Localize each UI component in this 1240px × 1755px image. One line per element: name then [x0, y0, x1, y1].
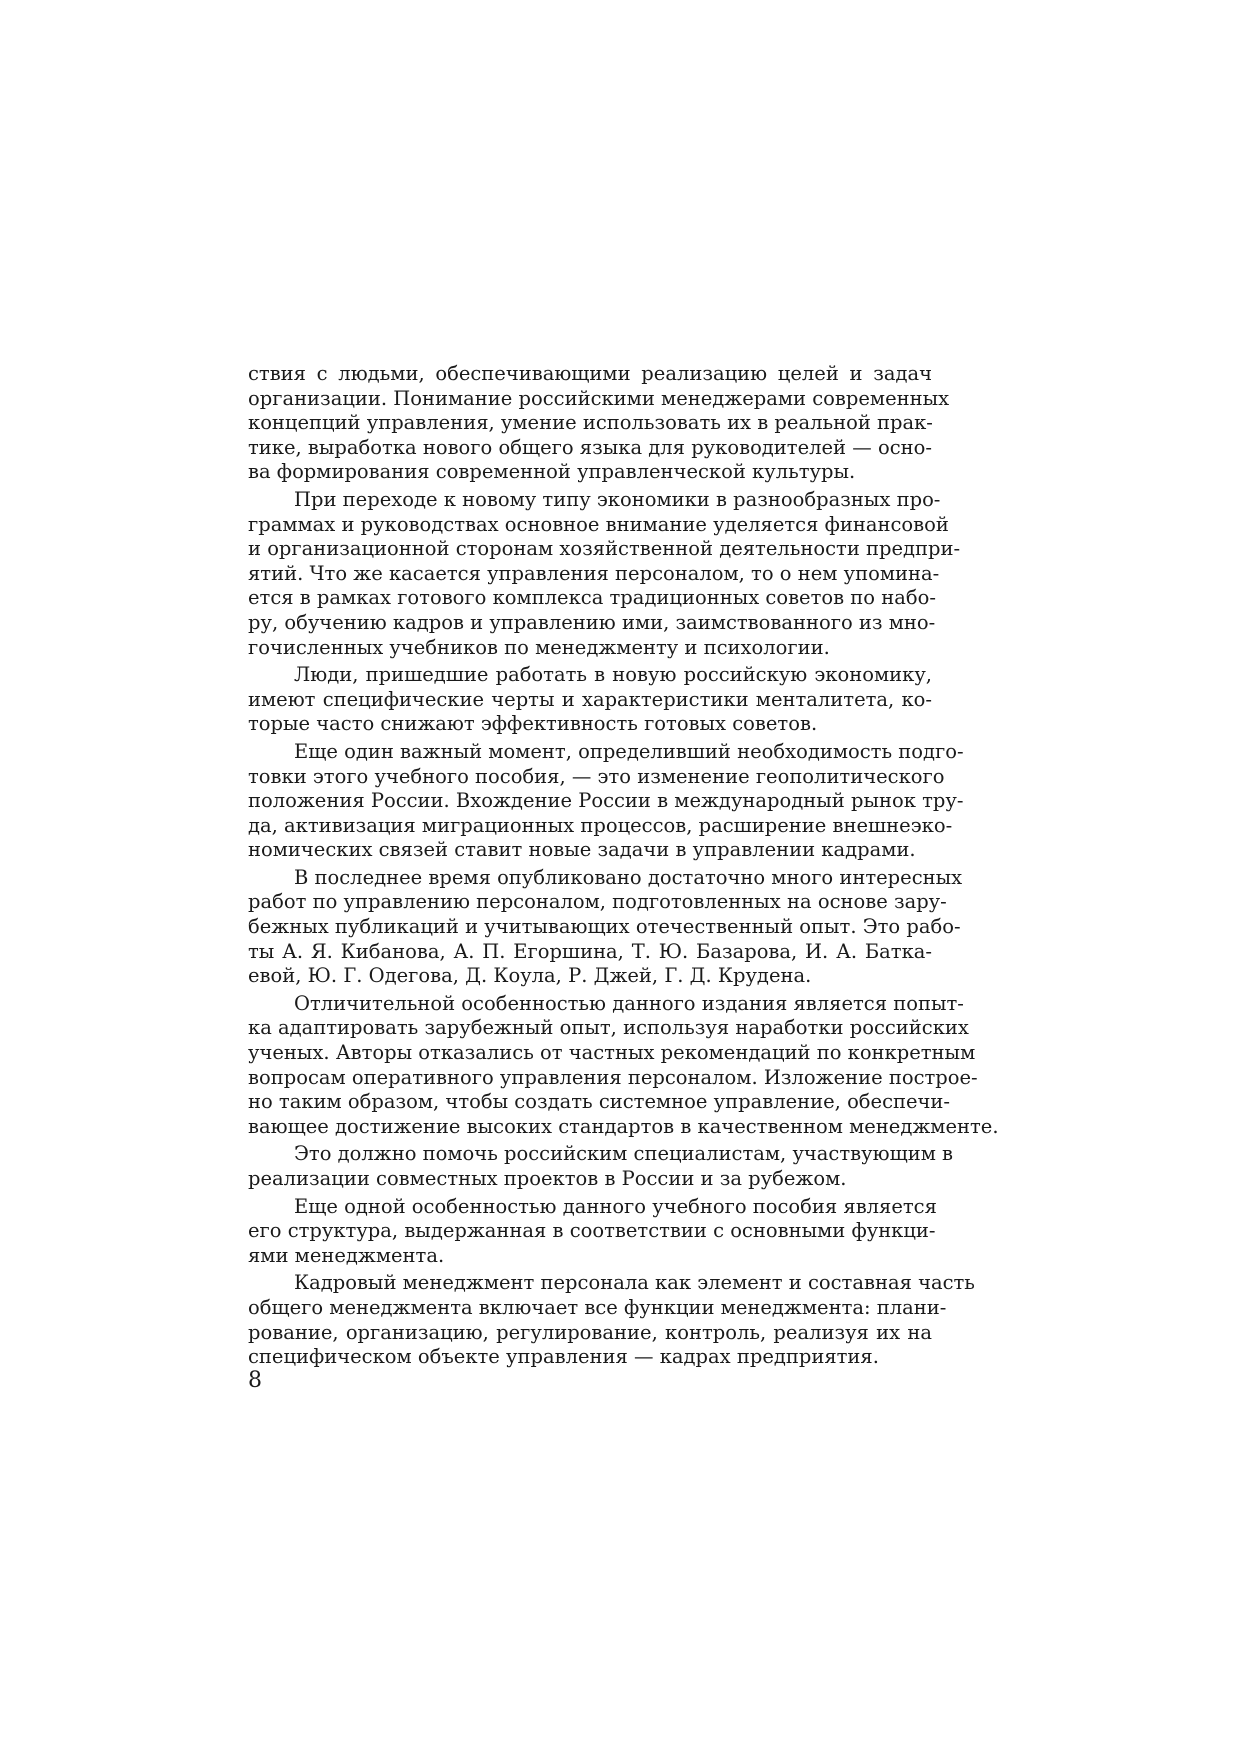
paragraph — [248, 362, 950, 485]
text-line: положения России. Вхождение России в международный рынок тру- — [248, 789, 964, 813]
text-line: да, активизация миграционных процессов, расширение внешнеэко- — [248, 813, 953, 837]
paragraph — [248, 1194, 937, 1269]
paragraph — [248, 663, 932, 737]
text-line: Еще одной особенностью данного учебного пособия является — [294, 1194, 937, 1218]
text-line: Люди, пришедшие работать в новую российскую экономику, — [294, 663, 932, 687]
text-line: ка адаптировать зарубежный опыт, используя наработки российских — [248, 1016, 969, 1040]
text-line: ятий. Что же касается управления персоналом, то о нем упомина- — [248, 561, 940, 585]
text-line: Это должно помочь российским специалистам, участвующим в — [294, 1142, 954, 1166]
text-line: ва формирования современной управленческой культуры. — [248, 460, 856, 484]
text-line: граммах и руководствах основное внимание уделяется финансовой — [248, 512, 949, 536]
paragraph — [248, 865, 963, 989]
body-text — [248, 362, 999, 1370]
text-line: торые часто снижают эффективность готовых советов. — [248, 712, 818, 736]
text-line: тике, выработка нового общего языка для руководителей — осно- — [248, 435, 932, 459]
text-line: организации. Понимание российскими менеджерами современных — [248, 386, 950, 410]
text-line: вающее достижение высоких стандартов в качественном менеджменте. — [248, 1114, 999, 1138]
text-line: Кадровый менеджмент персонала как элемент и составная часть — [294, 1271, 975, 1295]
text-line: и организационной сторонам хозяйственной деятельности предпри- — [248, 537, 961, 561]
text-line: бежных публикаций и учитывающих отечественный опыт. Это рабо- — [248, 915, 961, 939]
paragraph — [248, 1142, 954, 1191]
paragraph — [248, 991, 999, 1140]
text-line: ру, обучению кадров и управлению ими, заимствованного из мно- — [248, 610, 936, 634]
text-line: ями менеджмента. — [248, 1243, 445, 1267]
text-line: рование, организацию, регулирование, контроль, реализуя их на — [248, 1320, 932, 1344]
text-line: номических связей ставит новые задачи в управлении кадрами. — [248, 838, 916, 862]
text-line: ется в рамках готового комплекса традиционных советов по набо- — [248, 586, 936, 610]
text-line: реализации совместных проектов в России и за рубежом. — [248, 1167, 847, 1190]
paragraph — [248, 739, 964, 863]
text-line: товки этого учебного пособия, — это изменение геополитического — [248, 764, 945, 788]
text-line: вопросам оперативного управления персоналом. Изложение построе- — [248, 1065, 978, 1089]
text-line: Отличительной особенностью данного издания является попыт- — [294, 991, 964, 1015]
text-line: специфическом объекте управления — кадрах предприятия. — [248, 1345, 879, 1369]
text-line: имеют специфические черты и характеристики менталитета, ко- — [248, 687, 932, 711]
text-line: При переходе к новому типу экономики в разнообразных про- — [294, 487, 941, 511]
text-line: В последнее время опубликовано достаточно много интересных — [294, 865, 963, 889]
text-line: концепций управления, умение использовать их в реальной прак- — [248, 411, 933, 435]
text-line: ствия с людьми, обеспечивающими реализацию целей и задач — [248, 362, 932, 385]
paragraph — [248, 487, 961, 660]
text-line: но таким образом, чтобы создать системное управление, обеспечи- — [248, 1090, 951, 1114]
text-line: ученых. Авторы отказались от частных рекомендаций по конкретным — [248, 1041, 976, 1065]
page-number: 8 — [248, 1368, 262, 1393]
text-line: Еще один важный момент, определивший необходимость подго- — [294, 739, 964, 763]
text-line: работ по управлению персоналом, подготовленных на основе зару- — [248, 890, 947, 914]
text-line: гочисленных учебников по менеджменту и психологии. — [248, 635, 830, 659]
text-line: его структура, выдержанная в соответствии с основными функци- — [248, 1219, 936, 1243]
text-line: ты А. Я. Кибанова, А. П. Егоршина, Т. Ю. Базарова, И. А. Батка- — [248, 939, 932, 963]
text-line: евой, Ю. Г. Одегова, Д. Коула, Р. Джей, Г. Д. Крудена. — [248, 964, 812, 988]
text-line: общего менеджмента включает все функции менеджмента: плани- — [248, 1295, 947, 1319]
paragraph — [248, 1271, 975, 1369]
